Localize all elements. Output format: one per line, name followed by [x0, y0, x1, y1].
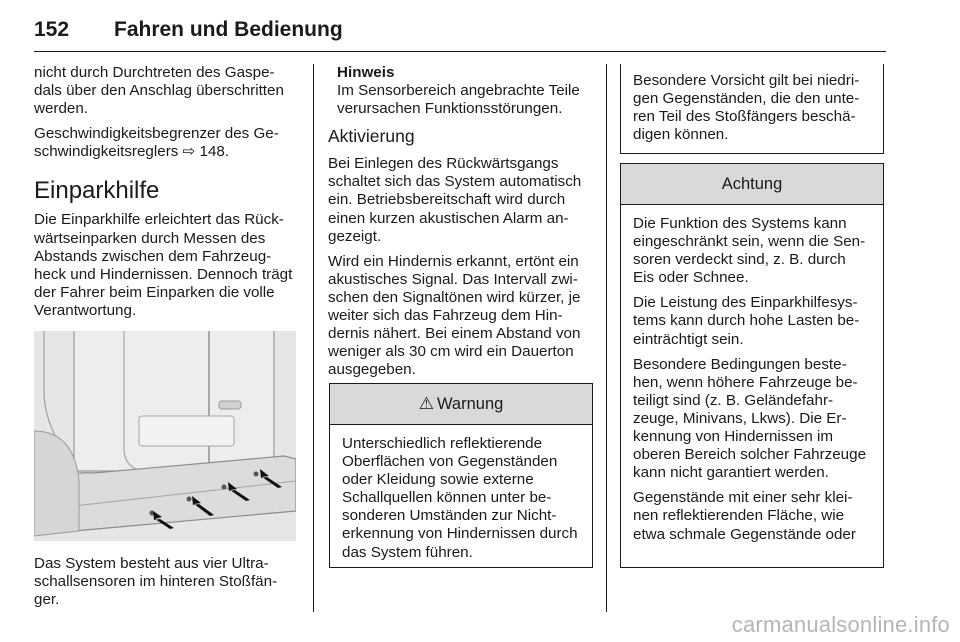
achtung-paragraph-1: Die Funktion des Systems kann eingeschränkt sein, wenn die Sensoren verdeckt sind, z. B. durch Eis oder Schnee.	[633, 215, 866, 287]
achtung-title: Achtung	[721, 174, 783, 193]
achtung-paragraph-2: Die Leistung des Einparkhilfesystems kann durch hohe Lasten beeinträchtigt sein.	[633, 294, 860, 348]
caution-continuation-body	[621, 64, 883, 157]
note-text: Im Sensorbereich angebrachte Teile verursachen Funktionsstörungen.	[337, 82, 580, 118]
column-2	[328, 64, 592, 386]
watermark: carmanualsonline.info	[731, 612, 950, 637]
intro-paragraph-2: Geschwindigkeitsbegrenzer des Geschwindigkeitsreglers ⇨ 148.	[34, 125, 279, 161]
column-1	[34, 64, 296, 616]
aktivierung-paragraph-1: Bei Einlegen des Rückwärtsgangs schaltet sich das System automatisch ein. Betriebsbereitschaft wird durch einen kurzen akustischen Alarm angezeigt.	[328, 155, 582, 245]
sensor-description: Das System besteht aus vier Ultraschallsensoren im hinteren Stoßfänger.	[34, 555, 278, 609]
achtung-body	[621, 205, 883, 557]
achtung-header	[621, 163, 883, 205]
caution-continuation-text: Besondere Vorsicht gilt bei niedrigen Gegenständen, die den unteren Teil des Stoßfängers beschädigen können.	[633, 72, 860, 144]
einparkhilfe-description: Die Einparkhilfe erleichtert das Rückwärtseinparken durch Messen des Abstands zwischen dem Fahrzeugheck und Hindernissen. Dennoch trägt der Fahrer beim Einparken die volle Verantwortung.	[34, 211, 293, 319]
warning-title: Warnung	[436, 394, 504, 413]
caution-continuation-box	[620, 64, 884, 154]
warning-box	[329, 383, 593, 568]
running-title: Fahren und Bedienung	[114, 18, 343, 41]
achtung-paragraph-4: Gegenstände mit einer sehr kleinen reflektierenden Fläche, wie etwa schmale Gegenstände oder	[633, 489, 856, 543]
column-divider-1	[313, 64, 314, 612]
warning-body	[330, 425, 592, 575]
achtung-paragraph-3: Besondere Bedingungen bestehen, wenn höhere Fahrzeuge beteiligt sind (z. B. Geländefahrzeuge, Minivans, Lkws). Die Erkennung von Hindernissen im oberen Bereich solcher Fahrzeuge kann nicht garantiert werden.	[633, 355, 867, 482]
rear-bumper-sensor-illustration	[34, 331, 296, 541]
section-heading-aktivierung: Aktivierung	[328, 126, 415, 147]
section-heading-einparkhilfe: Einparkhilfe	[34, 177, 160, 205]
intro-paragraph-1: nicht durch Durchtreten des Gaspedals über den Anschlag überschritten werden.	[34, 64, 284, 118]
note-block	[337, 64, 592, 118]
warning-text: Unterschiedlich reflektierende Oberflächen von Gegenständen oder Kleidung sowie externe Schallquellen können unter besonderen Umständen zur Nichterkennung von Hindernissen durch das System führen.	[342, 435, 578, 561]
achtung-box	[620, 163, 884, 568]
note-title: Hinweis	[337, 64, 395, 81]
warning-triangle-icon: ⚠	[418, 393, 434, 413]
page-header	[34, 12, 886, 52]
aktivierung-paragraph-2: Wird ein Hindernis erkannt, ertönt ein akustisches Signal. Das Intervall zwischen den Signaltönen wird kürzer, je weiter sich das Fahrzeug dem Hindernis nähert. Bei einem Abstand von weniger als 30 cm wird ein Dauerton ausgegeben.	[328, 252, 581, 379]
column-divider-2	[606, 64, 607, 612]
page-number: 152	[34, 18, 70, 41]
warning-header	[330, 383, 592, 425]
